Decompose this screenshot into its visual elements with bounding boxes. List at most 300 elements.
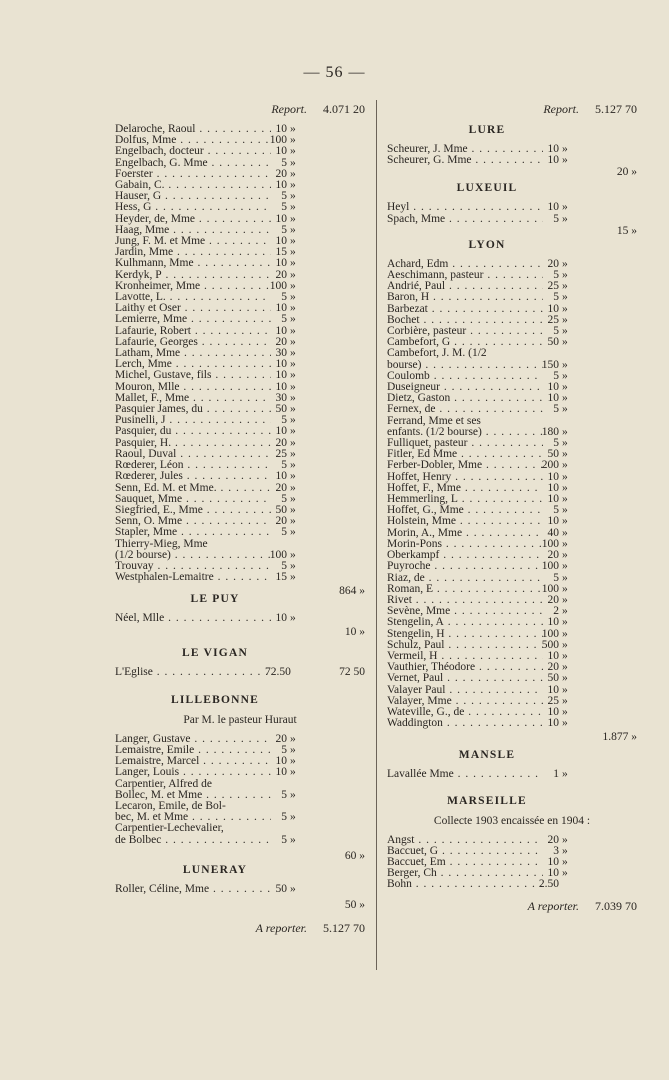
donor-row bbox=[115, 158, 365, 169]
donor-row bbox=[387, 769, 637, 780]
donor-name: Néel, Mlle . . . bbox=[115, 613, 271, 624]
donor-name: Andrié, Paul . . . bbox=[387, 281, 543, 292]
donor-name: Valayer Paul . . . bbox=[387, 685, 543, 696]
donor-list bbox=[387, 144, 637, 166]
section-title: LUNERAY bbox=[182, 863, 248, 876]
donor-list bbox=[387, 202, 637, 224]
donor-row bbox=[115, 571, 365, 598]
donation-amount: 10 bbox=[547, 381, 559, 394]
currency-mark: » bbox=[290, 223, 296, 236]
donor-name: Holstein, Mme . . . bbox=[387, 516, 543, 527]
currency-mark: » bbox=[290, 425, 296, 438]
donor-row bbox=[387, 326, 637, 337]
donor-name: Achard, Edm . . . bbox=[387, 259, 543, 270]
donor-row bbox=[115, 449, 365, 460]
donor-row bbox=[115, 359, 365, 370]
donation-amount: 20 bbox=[275, 268, 287, 281]
donation-amount: 10 bbox=[547, 649, 559, 662]
currency-mark: » bbox=[290, 235, 296, 248]
donor-name: Mouron, Mlle . . . bbox=[115, 382, 271, 393]
donor-row bbox=[387, 595, 637, 606]
donor-row bbox=[115, 561, 365, 572]
currency-mark: » bbox=[290, 257, 296, 270]
donor-list bbox=[115, 884, 365, 895]
donation-amount: 10 bbox=[547, 470, 559, 483]
currency-mark: » bbox=[290, 134, 296, 147]
carry-forward-value: 7.039 70 bbox=[595, 898, 637, 913]
donation-amount: 40 bbox=[547, 526, 559, 539]
donor-list bbox=[115, 734, 365, 846]
donor-name: Angst . . . bbox=[387, 835, 543, 846]
donor-name: Heyder, de, Mme . . . bbox=[115, 214, 271, 225]
donation-amount: 10 bbox=[547, 515, 559, 528]
left-column bbox=[115, 102, 365, 937]
donor-row bbox=[115, 180, 365, 191]
currency-mark: » bbox=[562, 302, 568, 315]
currency-mark: » bbox=[290, 492, 296, 505]
donation-amount: 10 bbox=[547, 143, 559, 155]
section-title: LILLEBONNE bbox=[170, 693, 260, 706]
donation-amount: 5 bbox=[553, 437, 559, 450]
currency-mark: » bbox=[290, 369, 296, 382]
donor-row bbox=[115, 135, 365, 146]
donation-amount: 50 bbox=[275, 882, 287, 895]
currency-mark: » bbox=[290, 766, 296, 779]
donation-amount: 5 bbox=[281, 414, 287, 427]
currency-mark: » bbox=[290, 414, 296, 427]
donor-name: Hemmerling, L . . . bbox=[387, 494, 543, 505]
donation-amount: 2.50 bbox=[538, 878, 559, 891]
donor-name: Coulomb . . . bbox=[387, 371, 543, 382]
donor-name: Cambefort, J. M. (1/2 bbox=[387, 348, 487, 360]
donor-name: Senn, O. Mme . . . bbox=[115, 516, 271, 527]
donor-row bbox=[387, 214, 637, 225]
donor-name: Langer, Gustave . . . bbox=[115, 734, 271, 745]
donor-name: Jung, F. M. et Mme . . . bbox=[115, 236, 271, 247]
donation-amount: 5 bbox=[281, 833, 287, 846]
currency-mark: » bbox=[562, 459, 568, 472]
donor-row bbox=[387, 360, 637, 371]
currency-mark: » bbox=[562, 549, 568, 562]
currency-mark: » bbox=[562, 280, 568, 293]
section-subtotal: 50 » bbox=[344, 898, 365, 911]
donor-row bbox=[115, 745, 365, 756]
donor-list bbox=[115, 612, 365, 639]
currency-mark: » bbox=[290, 788, 296, 801]
donor-name: Duseigneur . . . bbox=[387, 382, 543, 393]
donor-name: Kronheimer, Mme . . . bbox=[115, 281, 271, 292]
carried-forward-value: 5.127 70 bbox=[595, 102, 637, 116]
donor-name: Raoul, Duval . . . bbox=[115, 449, 271, 460]
donor-row bbox=[387, 528, 637, 539]
donor-row bbox=[115, 393, 365, 404]
donor-name: Riaz, de . . . bbox=[387, 573, 543, 584]
currency-mark: » bbox=[562, 470, 568, 483]
donor-name: Thierry-Mieg, Mme bbox=[115, 538, 208, 550]
currency-mark: » bbox=[562, 313, 568, 326]
currency-mark: » bbox=[290, 246, 296, 259]
currency-mark: » bbox=[290, 212, 296, 225]
currency-mark: » bbox=[290, 190, 296, 203]
donor-name: Lavotte, L. . . . bbox=[115, 292, 271, 303]
currency-mark: » bbox=[562, 154, 568, 167]
donor-name: Puyroche . . . bbox=[387, 561, 543, 572]
donation-amount: 5 bbox=[281, 291, 287, 304]
donor-name: Stengelin, A . . . bbox=[387, 617, 543, 628]
donor-name: Engelbach, docteur . . . bbox=[115, 146, 271, 157]
section-title: LE VIGAN bbox=[182, 646, 248, 659]
donor-row bbox=[387, 539, 637, 550]
donor-name: Barbezat . . . bbox=[387, 304, 543, 315]
currency-mark: » bbox=[290, 391, 296, 404]
donation-amount: 100 bbox=[541, 560, 559, 573]
donation-amount: 10 bbox=[275, 257, 287, 270]
currency-mark: » bbox=[562, 143, 568, 155]
currency-mark: » bbox=[290, 526, 296, 539]
donor-row bbox=[387, 651, 637, 662]
donation-amount: 20 bbox=[547, 257, 559, 270]
donor-name: Bochet . . . bbox=[387, 315, 543, 326]
donor-list bbox=[115, 667, 365, 678]
donation-amount: 20 bbox=[275, 732, 287, 745]
currency-mark: » bbox=[290, 743, 296, 756]
donor-row bbox=[387, 868, 637, 879]
donor-row bbox=[387, 449, 637, 460]
donor-name: Roller, Céline, Mme . . . bbox=[115, 884, 271, 895]
donor-name: Kerdyk, P . . . bbox=[115, 270, 271, 281]
donation-amount: 5 bbox=[281, 743, 287, 756]
section-subtotal: 60 » bbox=[344, 849, 365, 862]
carried-forward-value: 4.071 20 bbox=[323, 102, 365, 116]
currency-mark: » bbox=[562, 661, 568, 674]
donor-row bbox=[115, 505, 365, 516]
donor-name: Foerster . . . bbox=[115, 169, 271, 180]
donation-amount: 50 bbox=[547, 336, 559, 349]
donor-row bbox=[115, 214, 365, 225]
donor-name: Delaroche, Raoul . . . bbox=[115, 124, 271, 135]
donor-row bbox=[387, 337, 637, 348]
donor-name: Fitler, Ed Mme . . . bbox=[387, 449, 543, 460]
donation-amount: 180 bbox=[541, 425, 559, 438]
donor-name: Jardin, Mme . . . bbox=[115, 247, 271, 258]
currency-mark: » bbox=[562, 694, 568, 707]
donor-name: Cambefort, G . . . bbox=[387, 337, 543, 348]
donation-amount: 25 bbox=[547, 280, 559, 293]
currency-mark: » bbox=[562, 833, 568, 846]
currency-mark: » bbox=[290, 179, 296, 192]
donation-amount: 10 bbox=[275, 755, 287, 768]
donation-amount: 10 bbox=[547, 683, 559, 696]
donation-amount: 500 bbox=[541, 638, 559, 651]
section-title: MARSEILLE bbox=[447, 794, 527, 807]
section-subtotal: 864 » bbox=[339, 585, 365, 598]
donor-name: Pasquier James, du . . . bbox=[115, 404, 271, 415]
donor-row bbox=[387, 270, 637, 281]
donation-amount: 100 bbox=[269, 279, 287, 292]
donation-amount: 5 bbox=[281, 788, 287, 801]
donation-amount: 25 bbox=[547, 694, 559, 707]
donation-amount: 5 bbox=[281, 526, 287, 539]
donor-name: Siegfried, E., Mme . . . bbox=[115, 505, 271, 516]
currency-mark: » bbox=[290, 833, 296, 846]
currency-mark: » bbox=[290, 313, 296, 326]
donor-name: Dietz, Gaston . . . bbox=[387, 393, 543, 404]
right-column bbox=[387, 102, 637, 915]
donor-row bbox=[115, 247, 365, 258]
donation-amount: 15 bbox=[275, 571, 287, 584]
donor-name: (1/2 bourse) . . . bbox=[115, 550, 271, 561]
currency-mark: » bbox=[562, 325, 568, 338]
currency-mark: » bbox=[562, 291, 568, 304]
section-title: MANSLE bbox=[458, 749, 516, 762]
donor-row bbox=[115, 539, 365, 550]
donor-name: Lavallée Mme . . . bbox=[387, 769, 543, 780]
currency-mark: » bbox=[290, 145, 296, 158]
donor-name: Fulliquet, pasteur . . . bbox=[387, 438, 543, 449]
currency-mark: » bbox=[290, 123, 296, 135]
donation-amount: 200 bbox=[541, 459, 559, 472]
donor-name: Vernet, Paul . . . bbox=[387, 673, 543, 684]
currency-mark: » bbox=[290, 268, 296, 281]
donor-row bbox=[387, 707, 637, 718]
donation-amount: 20 bbox=[275, 481, 287, 494]
donor-name: Baccuet, Em . . . bbox=[387, 857, 543, 868]
section-title: LYON bbox=[468, 238, 506, 251]
currency-mark: » bbox=[562, 672, 568, 685]
donor-name: Dolfus, Mme . . . bbox=[115, 135, 271, 146]
donation-amount: 10 bbox=[275, 369, 287, 382]
donor-name: Carpentier-Lechevalier, bbox=[115, 823, 224, 835]
donation-amount: 10 bbox=[275, 766, 287, 779]
donor-row bbox=[387, 460, 637, 471]
currency-mark: » bbox=[562, 683, 568, 696]
donor-name: Lemierre, Mme . . . bbox=[115, 314, 271, 325]
donation-amount: 10 bbox=[275, 358, 287, 371]
currency-mark: » bbox=[562, 515, 568, 528]
currency-mark: » bbox=[290, 156, 296, 169]
donation-amount: 10 bbox=[275, 145, 287, 158]
currency-mark: » bbox=[290, 302, 296, 315]
donor-row bbox=[387, 573, 637, 584]
currency-mark: » bbox=[562, 392, 568, 405]
carried-forward bbox=[387, 102, 637, 118]
carry-forward-value: 5.127 70 bbox=[323, 920, 365, 935]
donor-name: Rœderer, Léon . . . bbox=[115, 460, 271, 471]
donation-amount: 100 bbox=[541, 582, 559, 595]
donor-row bbox=[387, 629, 637, 640]
donor-name: Ferrand, Mme et ses bbox=[387, 415, 481, 427]
donor-row bbox=[387, 304, 637, 315]
donor-row bbox=[387, 505, 637, 516]
donor-list bbox=[387, 257, 637, 744]
currency-mark: » bbox=[562, 257, 568, 270]
donation-amount: 5 bbox=[553, 504, 559, 517]
donor-row bbox=[115, 550, 365, 561]
donor-row bbox=[387, 144, 637, 155]
donation-amount: 10 bbox=[547, 302, 559, 315]
currency-mark: » bbox=[562, 504, 568, 517]
donation-amount: 10 bbox=[275, 612, 287, 625]
donor-row bbox=[115, 734, 365, 745]
donation-amount: 5 bbox=[553, 571, 559, 584]
donor-row bbox=[387, 259, 637, 270]
donation-amount: 20 bbox=[547, 661, 559, 674]
donor-name: Fernex, de . . . bbox=[387, 404, 543, 415]
currency-mark: » bbox=[562, 437, 568, 450]
donation-amount: 10 bbox=[275, 123, 287, 135]
currency-mark: » bbox=[562, 616, 568, 629]
donation-amount: 30 bbox=[275, 347, 287, 360]
currency-mark: » bbox=[290, 470, 296, 483]
donor-row bbox=[115, 404, 365, 415]
donor-name: Morin-Pons . . . bbox=[387, 539, 543, 550]
donor-name: Wateville, G., de . . . bbox=[387, 707, 543, 718]
donation-amount: 10 bbox=[547, 154, 559, 167]
section-subline: Collecte 1903 encaissée en 1904 : bbox=[433, 814, 591, 827]
donor-name: Hoffet, F., Mme . . . bbox=[387, 483, 543, 494]
donation-amount: 20 bbox=[547, 549, 559, 562]
donor-row bbox=[115, 314, 365, 325]
currency-mark: » bbox=[290, 559, 296, 572]
donor-row bbox=[115, 527, 365, 538]
donor-row bbox=[387, 382, 637, 393]
currency-mark: » bbox=[290, 335, 296, 348]
donation-amount: 10 bbox=[275, 470, 287, 483]
donor-name: Kulhmann, Mme . . . bbox=[115, 258, 271, 269]
donation-amount: 30 bbox=[275, 391, 287, 404]
currency-mark: » bbox=[290, 436, 296, 449]
donor-row bbox=[387, 550, 637, 561]
currency-mark: » bbox=[562, 638, 568, 651]
donor-row bbox=[115, 292, 365, 303]
donor-row bbox=[387, 427, 637, 438]
donor-row bbox=[115, 779, 365, 790]
donor-name: Rœderer, Jules . . . bbox=[115, 471, 271, 482]
donation-amount: 10 bbox=[547, 705, 559, 718]
donor-row bbox=[387, 155, 637, 166]
donation-amount: 100 bbox=[269, 134, 287, 147]
donor-name: Rivet . . . bbox=[387, 595, 543, 606]
donor-row bbox=[115, 667, 365, 678]
donor-name: Stengelin, H . . . bbox=[387, 629, 543, 640]
donor-name: Lemaistre, Marcel . . . bbox=[115, 756, 271, 767]
donor-name: Spach, Mme . . . bbox=[387, 214, 543, 225]
currency-mark: » bbox=[562, 537, 568, 550]
donor-row bbox=[387, 516, 637, 527]
currency-mark: » bbox=[290, 811, 296, 824]
section-title: LURE bbox=[468, 124, 506, 136]
donation-amount: 10 bbox=[275, 179, 287, 192]
donor-list bbox=[387, 769, 637, 780]
donation-amount: 5 bbox=[553, 325, 559, 338]
page-number: — 56 — bbox=[303, 64, 366, 81]
donor-name: Scheurer, G. Mme . . . bbox=[387, 155, 543, 166]
carried-forward-label: Report. bbox=[543, 102, 579, 116]
currency-mark: » bbox=[562, 448, 568, 461]
section-title: LUXEUIL bbox=[456, 182, 518, 195]
donor-row bbox=[387, 483, 637, 494]
donor-name: Sauquet, Mme . . . bbox=[115, 494, 271, 505]
donor-name: Haag, Mme . . . bbox=[115, 225, 271, 236]
donor-name: Latham, Mme . . . bbox=[115, 348, 271, 359]
donor-row bbox=[115, 348, 365, 359]
donor-row bbox=[387, 281, 637, 292]
currency-mark: » bbox=[562, 582, 568, 595]
donor-row bbox=[115, 471, 365, 482]
currency-mark: » bbox=[290, 347, 296, 360]
donation-amount: 5 bbox=[281, 559, 287, 572]
donation-amount: 100 bbox=[269, 548, 287, 561]
donor-name: Hauser, G . . . bbox=[115, 191, 271, 202]
donor-name: Aeschimann, pasteur . . . bbox=[387, 270, 543, 281]
donor-row bbox=[115, 270, 365, 281]
donation-amount: 100 bbox=[541, 537, 559, 550]
donation-amount: 5 bbox=[281, 459, 287, 472]
donor-name: Gabain, C. . . . bbox=[115, 180, 271, 191]
donation-amount: 20 bbox=[275, 436, 287, 449]
donor-row bbox=[387, 292, 637, 303]
currency-mark: » bbox=[290, 403, 296, 416]
currency-mark: » bbox=[290, 732, 296, 745]
section-subline: Par M. le pasteur Huraut bbox=[183, 713, 297, 726]
donor-name: Scheurer, J. Mme . . . bbox=[387, 144, 543, 155]
donor-row bbox=[115, 756, 365, 767]
donor-row bbox=[387, 404, 637, 415]
carried-forward bbox=[115, 102, 365, 118]
donation-amount: 10 bbox=[275, 425, 287, 438]
currency-mark: » bbox=[290, 548, 296, 561]
section-subtotal: 10 » bbox=[344, 626, 365, 639]
donor-row bbox=[387, 472, 637, 483]
donation-amount: 10 bbox=[547, 867, 559, 880]
donor-row bbox=[115, 884, 365, 895]
donor-row bbox=[387, 617, 637, 628]
currency-mark: » bbox=[562, 717, 568, 730]
donation-amount: 5 bbox=[553, 212, 559, 225]
donation-amount: 50 bbox=[275, 503, 287, 516]
donation-amount: 5 bbox=[553, 291, 559, 304]
donation-amount: 5 bbox=[553, 403, 559, 416]
donor-row bbox=[387, 717, 637, 744]
donor-row bbox=[115, 823, 365, 834]
currency-mark: » bbox=[290, 612, 296, 625]
carry-forward-label: A reporter. bbox=[527, 898, 579, 913]
currency-mark: » bbox=[562, 844, 568, 857]
currency-mark: » bbox=[562, 336, 568, 349]
donor-name: Laithy et Oser . . . bbox=[115, 303, 271, 314]
currency-mark: » bbox=[290, 279, 296, 292]
donor-row bbox=[115, 191, 365, 202]
currency-mark: » bbox=[290, 447, 296, 460]
donation-amount: 2 bbox=[553, 605, 559, 618]
donor-row bbox=[387, 835, 637, 846]
currency-mark: » bbox=[290, 167, 296, 180]
donation-amount: 20 bbox=[275, 335, 287, 348]
donation-amount: 10 bbox=[547, 493, 559, 506]
donor-list bbox=[387, 835, 637, 891]
currency-mark: » bbox=[290, 324, 296, 337]
donor-name: Roman, E . . . bbox=[387, 584, 543, 595]
donor-row bbox=[387, 846, 637, 857]
donor-name: Hess, G . . . bbox=[115, 202, 271, 213]
donor-name: Westphalen-Lemaitre . . . bbox=[115, 572, 271, 583]
donor-name: Valayer, Mme . . . bbox=[387, 696, 543, 707]
donor-name: Hoffet, Henry . . . bbox=[387, 472, 543, 483]
donation-amount: 10 bbox=[275, 235, 287, 248]
donation-amount: 20 bbox=[547, 593, 559, 606]
donor-name: Bollec, M. et Mme . . . bbox=[115, 790, 271, 801]
currency-mark: » bbox=[562, 593, 568, 606]
